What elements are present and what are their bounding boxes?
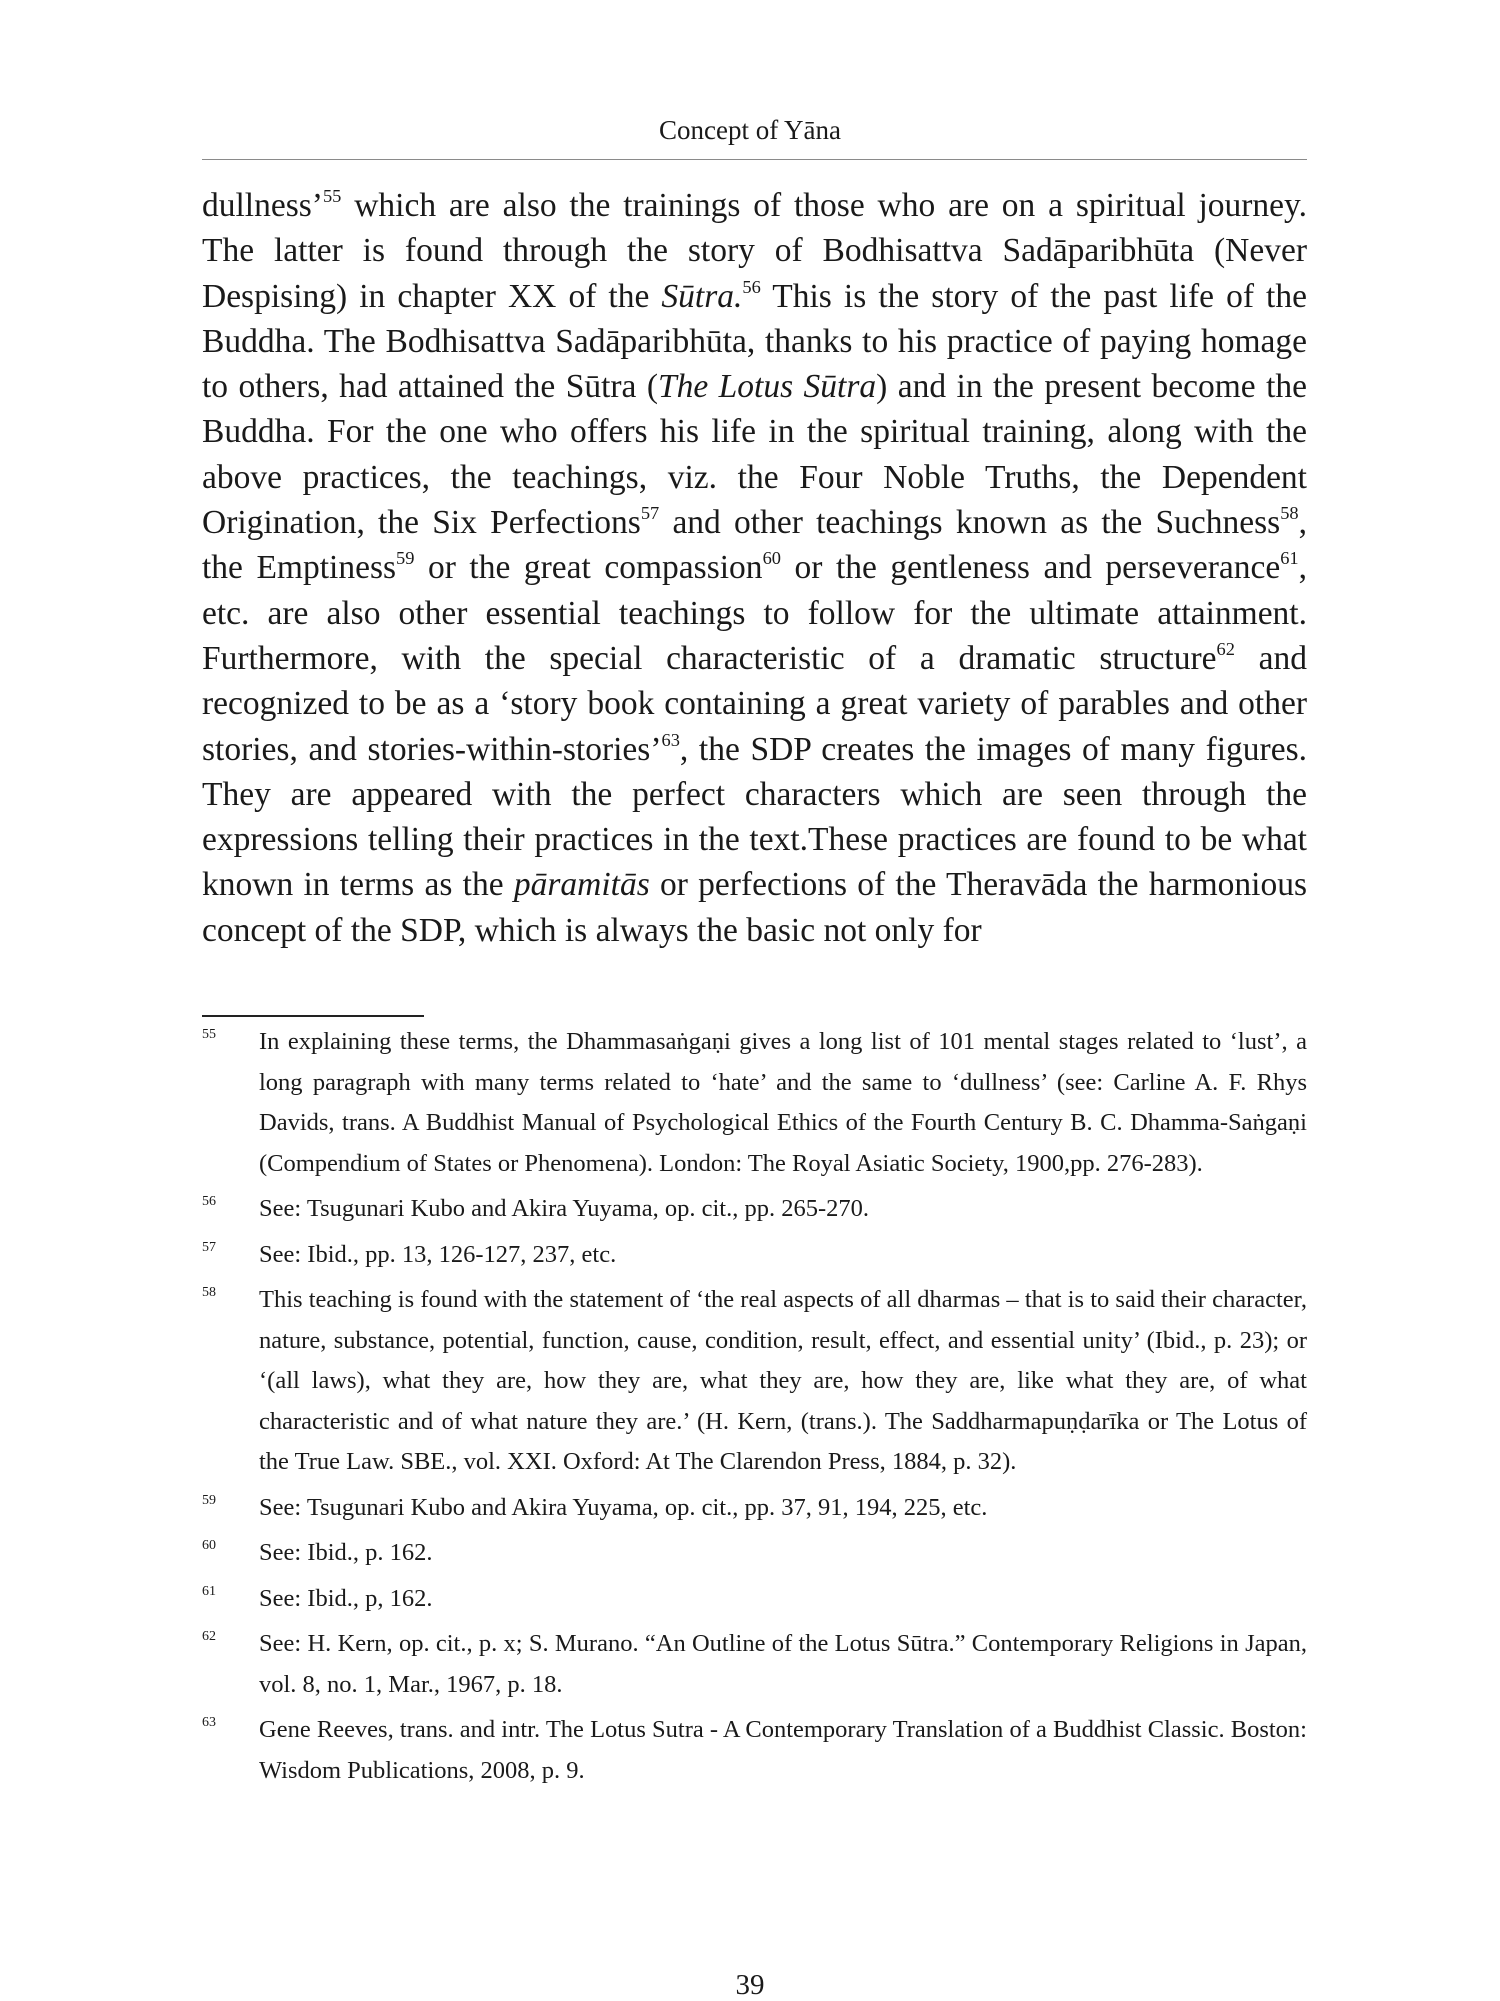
footnote-number: 56	[202, 1194, 216, 1209]
footnote-55	[202, 1022, 1307, 1184]
text-run: dullness’	[202, 187, 323, 224]
main-text	[202, 183, 1307, 953]
footnote-ref-55[interactable]: 55	[322, 186, 342, 207]
footnote-60	[202, 1533, 1307, 1574]
footnote-ref-63[interactable]: 63	[661, 729, 680, 750]
footnotes	[202, 1022, 1307, 1796]
footnote-text: See: H. Kern, op. cit., p. x; S. Murano. “An Outline of the Lotus Sūtra.” Contemporary Religions in Japan, vol. 8, no. 1, Mar., 1967, p. 18.	[259, 1630, 1307, 1698]
footnote-56	[202, 1189, 1307, 1230]
footnote-59	[202, 1488, 1307, 1529]
footnote-text: Gene Reeves, trans. and intr. The Lotus Sutra - A Contemporary Translation of a Buddhist Classic. Boston: Wisdom Publications, 2008, p. 9.	[259, 1716, 1307, 1784]
text-run: or the gentleness and perseverance	[780, 549, 1281, 587]
footnote-number: 55	[202, 1027, 216, 1042]
footnote-text: In explaining these terms, the Dhammasaṅgaṇi gives a long list of 101 mental stages related to ‘lust’, a long paragraph with many terms related to ‘hate’ and the same to ‘dullness’ (see: Carline A. F. Rhys Davids, trans. A Buddhist Manual of Psychological Ethics of the Fourth Century B. C. Dhamma-Saṅgaṇi (Compendium of States or Phenomena). London: The Royal Asiatic Society, 1900,pp. 276-283).	[259, 1028, 1307, 1177]
footnote-text: See: Ibid., p. 162.	[259, 1539, 433, 1566]
text-run: , the Emptiness	[202, 504, 1307, 587]
footnote-number: 58	[202, 1285, 216, 1300]
footnote-62	[202, 1624, 1307, 1705]
footnote-number: 63	[202, 1715, 216, 1730]
page-number: 39	[735, 1969, 765, 2001]
italic-term: The Lotus Sūtra	[658, 368, 877, 406]
text-run: , the SDP creates the images of many figures. They are appeared with the perfect characters which are seen through the expressions telling their practices in the text.These practices are found to be what known in terms as the	[202, 730, 1307, 904]
footnote-ref-61[interactable]: 61	[1280, 548, 1299, 569]
footnote-61	[202, 1579, 1307, 1620]
header-rule	[202, 159, 1307, 160]
footnote-number: 61	[202, 1583, 216, 1599]
footnote-ref-56[interactable]: 56	[742, 276, 761, 297]
footnote-number: 59	[202, 1492, 216, 1508]
footnote-number: 57	[202, 1239, 216, 1255]
footnote-text: See: Ibid., p, 162.	[259, 1584, 433, 1612]
text-run: and recognized to be as a ‘story book containing a great variety of parables and other stories, and stories-within-stories’	[202, 639, 1307, 768]
text-run: This is the story of the past life of the Buddha. The Bodhisattva Sadāparibhūta, thanks to his practice of paying homage to others, had attained the Sūtra (	[202, 277, 1307, 406]
text-run: , etc. are also other essential teachings to follow for the ultimate attainment. Furthermore, with the special characteristic of a dramatic structure	[202, 549, 1307, 677]
footnote-text: See: Tsugunari Kubo and Akira Yuyama, op. cit., pp. 37, 91, 194, 225, etc.	[259, 1493, 988, 1521]
footnote-separator	[202, 1015, 424, 1017]
footnote-number: 60	[202, 1538, 216, 1553]
italic-term: pāramitās	[513, 866, 650, 904]
footnote-ref-60[interactable]: 60	[762, 548, 781, 569]
footnote-58	[202, 1280, 1307, 1483]
running-head: Concept of Yāna	[659, 115, 841, 145]
text-run: and other teachings known as the Suchness	[659, 504, 1281, 542]
footnote-57	[202, 1235, 1307, 1276]
footnote-number: 62	[202, 1629, 216, 1644]
footnote-text: This teaching is found with the statement of ‘the real aspects of all dharmas – that is to said their character, nature, substance, potential, function, cause, condition, result, effect, and essential unity’ (Ibid., p. 23); or ‘(all laws), what they are, how they are, what they are, how they are, like what they are, of what characteristic and of what nature they are.’ (H. Kern, (trans.). The Saddharmapuṇḍarīka or The Lotus of the True Law. SBE., vol. XXI. Oxford: At The Clarendon Press, 1884, p. 32).	[259, 1286, 1307, 1475]
footnote-ref-57[interactable]: 57	[640, 503, 660, 524]
body-paragraph	[202, 183, 1307, 953]
text-run: or perfections of the Theravāda the harmonious concept of the SDP, which is always the basic not only for	[202, 866, 1307, 949]
footnote-63	[202, 1710, 1307, 1791]
footnote-text: See: Ibid., pp. 13, 126-127, 237, etc.	[259, 1240, 617, 1268]
text-run: ) and in the present become the Buddha. For the one who offers his life in the spiritual training, along with the above practices, the teachings, viz. the Four Noble Truths, the Dependent Origination, the Six Perfections	[202, 368, 1307, 542]
italic-term: Sūtra.	[661, 277, 743, 315]
text-run: or the great compassion	[414, 549, 763, 587]
text-run: which are also the trainings of those who are on a spiritual journey. The latter is found through the story of Bodhisattva Sadāparibhūta (Never Despising) in chapter XX of the	[202, 187, 1307, 315]
footnote-ref-58[interactable]: 58	[1280, 503, 1299, 524]
footnote-ref-59[interactable]: 59	[396, 548, 415, 569]
footnote-ref-62[interactable]: 62	[1216, 639, 1235, 660]
footnote-text: See: Tsugunari Kubo and Akira Yuyama, op. cit., pp. 265-270.	[259, 1195, 870, 1222]
